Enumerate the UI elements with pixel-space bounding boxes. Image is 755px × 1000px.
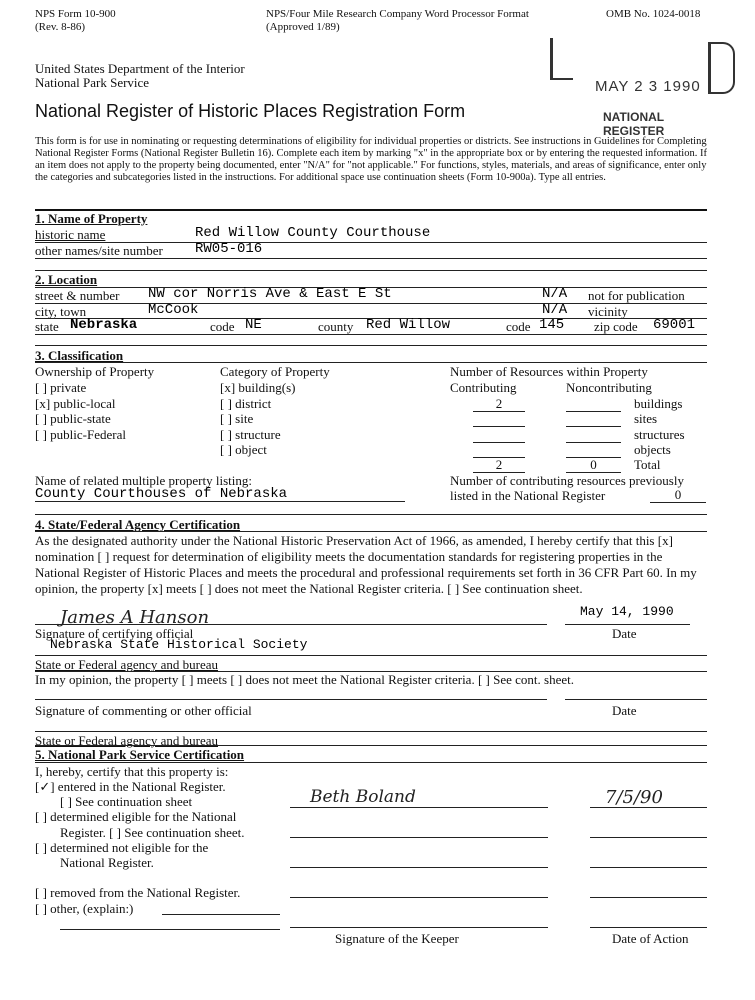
noncontributing-count — [566, 411, 621, 427]
contributing-heading: Contributing — [450, 380, 517, 395]
noncontributing-heading: Noncontributing — [566, 380, 652, 395]
prev-listed-value: 0 — [650, 487, 706, 503]
city-value: McCook — [148, 302, 199, 318]
historic-name-value: Red Willow County Courthouse — [195, 225, 431, 241]
removed-option[interactable]: [ ] removed from the National Register. — [35, 885, 241, 900]
category-option[interactable]: [ ] district — [220, 396, 272, 411]
explain-line — [60, 929, 280, 930]
zip-value: 69001 — [653, 317, 696, 333]
county-code-value: 145 — [539, 317, 565, 333]
entered-continuation-option[interactable]: [ ] See continuation sheet — [60, 794, 193, 809]
section-divider — [35, 514, 707, 515]
section-1-heading: 1. Name of Property — [35, 211, 148, 226]
section-divider — [35, 345, 707, 346]
certifying-signature-label: Signature of certifying official — [35, 626, 194, 641]
noncontributing-total: 0 — [566, 457, 621, 473]
date-label: Date — [612, 703, 637, 718]
action-date-line — [590, 807, 707, 808]
noncontributing-count — [566, 427, 621, 443]
zip-label: zip code — [594, 319, 638, 334]
historic-name-label: historic name — [35, 227, 106, 242]
agency-service: National Park Service — [35, 75, 150, 90]
form-number: NPS Form 10-900 — [35, 8, 116, 20]
other-names-label: other names/site number — [35, 243, 163, 258]
form-title: National Register of Historic Places Registration Form — [35, 101, 466, 121]
field-line — [35, 655, 707, 656]
field-line — [35, 258, 707, 259]
category-option[interactable]: [ ] structure — [220, 427, 281, 442]
action-date-line — [590, 837, 707, 838]
stamp-line-2: REGISTER — [603, 124, 665, 138]
department: United States Department of the Interior — [35, 61, 245, 76]
contributing-count: 2 — [473, 396, 525, 412]
explain-line — [162, 914, 280, 915]
resource-label: objects — [634, 442, 671, 457]
stamp-date: MAY 2 3 1990 — [595, 78, 701, 95]
entered-option[interactable]: [✓] entered in the National Register. — [35, 779, 226, 794]
noncontributing-count — [566, 442, 621, 458]
keeper-line — [290, 897, 548, 898]
street-value: NW cor Norris Ave & East E St — [148, 286, 392, 302]
resource-label: sites — [634, 411, 658, 426]
form-approved: (Approved 1/89) — [266, 21, 340, 33]
action-date-label: Date of Action — [612, 931, 689, 946]
certifying-signature: James A Hanson — [60, 607, 210, 628]
section-divider — [35, 270, 707, 271]
vicinity-na: N/A — [542, 302, 568, 318]
noncontributing-count — [566, 396, 621, 412]
county-value: Red Willow — [366, 317, 451, 333]
prev-listed-label-2: listed in the National Register — [450, 488, 606, 503]
state-value: Nebraska — [70, 317, 138, 333]
resource-label: structures — [634, 427, 685, 442]
ownership-option[interactable]: [ ] private — [35, 380, 87, 395]
other-names-value: RW05-016 — [195, 241, 263, 257]
county-code-label: code — [506, 319, 531, 334]
nfp-na: N/A — [542, 286, 568, 302]
field-line — [35, 334, 707, 335]
street-label: street & number — [35, 288, 120, 303]
state-code-label: code — [210, 319, 235, 334]
nps-intro: I, hereby, certify that this property is: — [35, 764, 229, 779]
signature-line — [35, 624, 547, 625]
section-3-heading: 3. Classification — [35, 348, 124, 363]
agency-label-2: State or Federal agency and bureau — [35, 733, 219, 748]
vicinity-label: vicinity — [588, 304, 628, 319]
field-line — [35, 362, 707, 363]
resource-label: Total — [634, 457, 661, 472]
section-divider — [35, 745, 707, 746]
keeper-line — [290, 837, 548, 838]
date-line — [565, 624, 690, 625]
certifying-agency-value: Nebraska State Historical Society — [50, 637, 308, 652]
ownership-option[interactable]: [ ] public-state — [35, 411, 111, 426]
category-option[interactable]: [ ] object — [220, 442, 267, 457]
city-label: city, town — [35, 304, 87, 319]
keeper-signature: Beth Boland — [310, 787, 416, 807]
contributing-count — [473, 442, 525, 458]
determined-eligible-cont[interactable]: Register. [ ] See continuation sheet. — [60, 825, 245, 840]
field-line — [35, 501, 405, 502]
nfp-label: not for publication — [588, 288, 685, 303]
section-5-heading: 5. National Park Service Certification — [35, 747, 245, 762]
category-option[interactable]: [ ] site — [220, 411, 254, 426]
ownership-option[interactable]: [x] public-local — [35, 396, 116, 411]
form-revision: (Rev. 8-86) — [35, 21, 85, 33]
determined-not-eligible-cont: National Register. — [60, 855, 154, 870]
section-4-heading: 4. State/Federal Agency Certification — [35, 517, 241, 532]
mpl-value: County Courthouses of Nebraska — [35, 486, 288, 502]
opinion-text: In my opinion, the property [ ] meets [ ] does not meet the National Register criteria. [ ] See cont. sheet. — [35, 672, 574, 687]
category-option[interactable]: [x] building(s) — [220, 380, 296, 395]
resources-heading: Number of Resources within Property — [450, 364, 648, 379]
keeper-signature-label: Signature of the Keeper — [335, 931, 459, 946]
state-code-value: NE — [245, 317, 262, 333]
date-line — [565, 699, 707, 700]
form-format: NPS/Four Mile Research Company Word Processor Format — [266, 8, 529, 20]
action-date-line — [590, 867, 707, 868]
agency-label: State or Federal agency and bureau — [35, 657, 219, 672]
ownership-option[interactable]: [ ] public-Federal — [35, 427, 126, 442]
other-option[interactable]: [ ] other, (explain:) — [35, 901, 134, 916]
stamp-line-1: NATIONAL — [603, 110, 665, 124]
field-line — [35, 731, 707, 732]
category-heading: Category of Property — [220, 364, 330, 379]
keeper-line — [290, 807, 548, 808]
determined-eligible-option[interactable]: [ ] determined eligible for the National — [35, 809, 237, 824]
action-date-line — [590, 927, 707, 928]
signature-line — [35, 699, 547, 700]
state-label: state — [35, 319, 59, 334]
action-date-line — [590, 897, 707, 898]
action-date: 7/5/90 — [605, 787, 663, 808]
mpl-label: Name of related multiple property listing: — [35, 473, 252, 488]
ownership-heading: Ownership of Property — [35, 364, 155, 379]
instructions-text: This form is for use in nominating or requesting determinations of eligibility for individual properties or districts. See instructions in Guidelines for Completing National Register Forms (National Register Bulletin 16). Complete each item by marking "x" in the appropriate box or by entering the requested information. If an item does not apply to the property being documented, enter "N/A" for "not applicable." For functions, styles, materials, and areas of significance, enter only the categories and subcategories listed in the instructions. For additional space use continuation sheets (Form 10-900a). Type all entries. — [35, 136, 707, 183]
date-label: Date — [612, 626, 637, 641]
section-2-heading: 2. Location — [35, 272, 98, 287]
certification-paragraph: As the designated authority under the National Historic Preservation Act of 1966, as amended, I hereby certify that this [x] nomination [ ] request for determination of eligibility meets the documentation standards for registering properties in the National Register of Historic Places and meets the procedural and professional requirements set forth in 36 CFR Part 60. In my opinion, the property [x] meets [ ] does not meet the National Register criteria. [ ] See continuation sheet. — [35, 533, 697, 596]
resource-label: buildings — [634, 396, 683, 411]
field-line — [35, 762, 707, 763]
keeper-line — [290, 867, 548, 868]
contributing-count — [473, 427, 525, 443]
county-label: county — [318, 319, 354, 334]
commenting-signature-label: Signature of commenting or other official — [35, 703, 252, 718]
contributing-total: 2 — [473, 457, 525, 473]
certification-date: May 14, 1990 — [580, 604, 674, 619]
contributing-count — [473, 411, 525, 427]
prev-listed-label-1: Number of contributing resources previously — [450, 473, 684, 488]
determined-not-eligible-option[interactable]: [ ] determined not eligible for the — [35, 840, 209, 855]
keeper-line — [290, 927, 548, 928]
field-line — [35, 531, 707, 532]
omb-number: OMB No. 1024-0018 — [606, 8, 701, 20]
